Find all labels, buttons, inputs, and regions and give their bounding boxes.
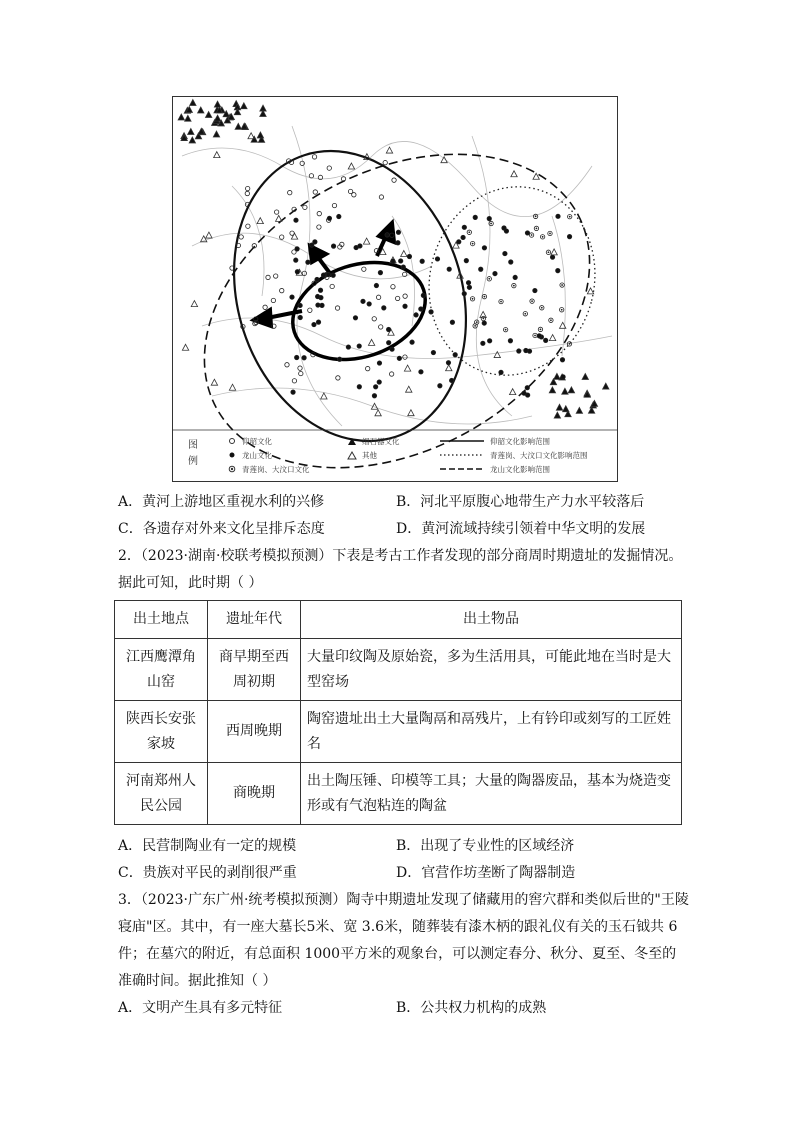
cell-artifacts: 出土陶压锤、印模等工具；大量的陶器废品，基本为烧造变形或有气泡粘连的陶盆 [301,763,682,825]
dawenkou-site-marker-center [561,309,563,311]
longshan-site-marker [361,299,365,303]
dawenkou-site-marker-center [524,313,526,315]
dawenkou-site-marker-center [476,321,478,323]
q1-option-c[interactable]: C．各遗存对外来文化呈排斥态度 [118,521,325,537]
longshan-site-marker [318,288,322,292]
longshan-site-marker [487,339,491,343]
cell-location: 陕西长安张家坡 [115,701,208,763]
longshan-site-marker [513,275,517,279]
longshan-site-marker [316,303,320,307]
longshan-site-marker [386,340,390,344]
legend-microlith: 细石器文化 [362,437,400,446]
longshan-site-marker [358,244,362,248]
longshan-site-marker [407,254,411,258]
longshan-site-marker [461,235,465,239]
longshan-site-marker [398,259,402,263]
longshan-site-marker [378,270,382,274]
longshan-site-marker [450,320,454,324]
longshan-site-marker [429,310,433,314]
longshan-site-marker [298,315,302,319]
longshan-site-marker [382,306,386,310]
longshan-site-marker [337,357,341,361]
longshan-site-marker [504,229,508,233]
longshan-site-marker [556,214,560,218]
dawenkou-site-marker-center [474,325,476,327]
q1-option-b[interactable]: B．河北平原腹心地带生产力水平较落后 [396,494,645,510]
longshan-site-marker [556,268,560,272]
q3-stem-line4: 准确时间。据此推知（ ） [118,973,277,989]
longshan-site-marker [373,385,377,389]
longshan-site-marker [419,370,423,374]
longshan-site-marker [466,281,470,285]
cell-period: 商晚期 [208,763,301,825]
q3-option-b[interactable]: B．公共权力机构的成熟 [396,1000,547,1016]
longshan-site-marker [353,316,357,320]
dawenkou-site-marker-center [569,343,571,345]
longshan-site-marker [306,260,310,264]
header-location: 出土地点 [115,601,208,639]
dawenkou-site-marker-center [513,285,515,287]
longshan-site-marker [315,277,319,281]
table-row [115,763,682,825]
legend-yangshao: 仰韶文化 [242,437,272,446]
dawenkou-site-marker-center [549,233,551,235]
longshan-site-marker [503,251,507,255]
dawenkou-site-marker-center [542,236,544,238]
longshan-site-marker [326,272,330,276]
longshan-site-marker [419,307,423,311]
cell-location: 江西鹰潭角山窑 [115,639,208,701]
dawenkou-site-marker-center [531,300,533,302]
archaeology-map [172,96,618,482]
dawenkou-site-marker-center [535,215,537,217]
legend-dawenkou: 青莲岗、大汶口文化 [242,465,310,474]
longshan-site-marker [462,291,466,295]
longshan-site-marker [517,349,521,353]
longshan-site-marker [386,327,390,331]
dawenkou-site-marker-center [488,278,490,280]
longshan-site-marker [543,338,547,342]
cell-artifacts: 大量印纹陶及原始瓷，多为生活用具，可能此地在当时是大型窑场 [301,639,682,701]
q2-stem-line2: 据此可知，此时期（ ） [118,575,263,591]
legend-longshan: 龙山文化 [242,451,272,460]
longshan-site-marker [291,390,295,394]
cell-period: 商早期至西周初期 [208,639,301,701]
q2-option-c[interactable]: C．贵族对平民的剥削很严重 [118,865,297,881]
longshan-site-marker [357,385,361,389]
longshan-site-marker [331,244,335,248]
table-row [115,639,682,701]
longshan-site-marker [467,285,471,289]
q2-option-a[interactable]: A．民营制陶业有一定的规模 [118,838,297,854]
excavation-table [114,600,682,825]
dawenkou-site-marker-center [531,234,533,236]
longshan-site-marker [453,353,457,357]
longshan-site-marker [295,247,299,251]
longshan-site-marker [327,216,331,220]
longshan-site-marker [435,257,439,261]
dawenkou-site-marker-center [550,319,552,321]
longshan-site-marker [377,380,381,384]
longshan-site-marker [377,361,381,365]
q1-option-a[interactable]: A．黄河上游地区重视水利的兴修 [118,494,325,510]
longshan-site-marker [374,283,378,287]
longshan-site-marker [391,259,395,263]
dawenkou-site-marker-center [490,223,492,225]
longshan-site-marker [294,218,298,222]
longshan-site-marker [302,356,306,360]
longshan-site-marker [337,214,341,218]
dawenkou-site-marker-center [500,301,502,303]
longshan-site-marker [421,293,425,297]
longshan-site-marker [522,391,526,395]
longshan-site-marker [315,294,319,298]
longshan-site-marker [473,215,477,219]
table-row [115,701,682,763]
longshan-site-marker [294,355,298,359]
q1-option-d[interactable]: D．黄河流域持续引领着中华文明的发展 [396,521,646,537]
longshan-site-marker [396,230,400,234]
legend-dawenkou-range: 青莲岗、大汶口文化影响范围 [490,451,588,460]
longshan-site-marker [367,302,371,306]
longshan-site-marker [481,341,485,345]
legend-yangshao-range: 仰韶文化影响范围 [490,437,550,446]
dawenkou-site-marker-center [472,298,474,300]
longshan-site-marker [567,234,571,238]
longshan-site-marker [560,358,564,362]
dawenkou-site-marker-center [536,227,538,229]
longshan-site-marker [290,295,294,299]
longshan-site-marker [509,260,513,264]
longshan-site-marker [298,303,302,307]
longshan-site-marker [403,304,407,308]
header-artifacts: 出土物品 [301,601,682,639]
legend-longshan-range: 龙山文化影响范围 [490,465,550,474]
dawenkou-site-marker-center [540,328,542,330]
longshan-site-marker [525,386,529,390]
q3-stem-line3: 件；在墓穴的附近，有总面积 1000平方米的观象台，可以测定春分、秋分、夏至、冬至的 [118,946,677,962]
longshan-site-marker [446,360,450,364]
longshan-site-marker [346,345,350,349]
longshan-site-marker [561,375,565,379]
longshan-site-marker [414,313,418,317]
longshan-site-marker [479,267,483,271]
longshan-site-marker [321,273,325,277]
cell-period: 西周晚期 [208,701,301,763]
longshan-site-marker [331,273,335,277]
longshan-site-marker [420,259,424,263]
dawenkou-site-marker-center [541,307,543,309]
longshan-site-marker [499,370,503,374]
longshan-site-marker [464,258,468,262]
longshan-site-marker [397,356,401,360]
dawenkou-site-marker-center [569,216,571,218]
longshan-site-marker [482,321,486,325]
longshan-site-marker [316,320,320,324]
q3-option-a[interactable]: A．文明产生具有多元特征 [118,1000,283,1016]
longshan-site-marker [310,243,314,247]
q2-option-b[interactable]: B．出现了专业性的区域经济 [396,838,575,854]
longshan-site-marker [372,394,376,398]
q3-stem-line1: 3．（2023·广东广州·统考模拟预测）陶寺中期遗址发现了储藏用的窖穴群和类似后世的"王陵 [118,892,689,908]
q3-stem-line2: 寝庙"区。其中，有一座大墓长5米、宽 3.6米，随葬装有漆木柄的跟礼仪有关的玉石钺共 6 [118,919,678,935]
longshan-site-marker [457,240,461,244]
longshan-site-marker [312,322,316,326]
header-period: 遗址年代 [208,601,301,639]
longshan-site-marker [401,265,405,269]
longshan-site-marker [385,233,389,237]
legend-title-2: 例 [188,456,198,467]
longshan-site-marker [525,231,529,235]
longshan-site-marker [462,225,466,229]
longshan-site-marker [295,270,299,274]
longshan-site-marker [524,348,528,352]
longshan-site-marker [493,271,497,275]
dawenkou-site-marker-center [534,335,536,337]
dawenkou-site-marker-center [472,243,474,245]
longshan-site-marker [550,255,554,259]
dawenkou-site-marker-center [548,251,550,253]
dawenkou-site-marker-center [561,284,563,286]
dawenkou-site-marker-center [505,329,507,331]
dawenkou-site-marker-center [482,318,484,320]
longshan-site-marker [410,340,414,344]
legend-other: 其他 [362,451,377,460]
longshan-site-marker [447,267,451,271]
longshan-site-marker [357,344,361,348]
longshan-site-marker [487,216,491,220]
q2-option-d[interactable]: D．官营作坊垄断了陶器制造 [396,865,576,881]
cell-location: 河南郑州人民公园 [115,763,208,825]
q2-stem-line1: 2．（2023·湖南·校联考模拟预测）下表是考古工作者发现的部分商周时期遗址的发掘情况。 [118,548,683,564]
dawenkou-site-marker-center [468,231,470,233]
longshan-site-marker [390,347,394,351]
cell-artifacts: 陶窑遗址出土大量陶鬲和鬲残片，上有钤印或刻写的工匠姓名 [301,701,682,763]
longshan-site-marker [438,384,442,388]
legend-title-1: 图 [188,440,198,451]
longshan-site-marker [396,241,400,245]
longshan-site-marker [294,258,298,262]
dawenkou-site-marker-center [484,296,486,298]
longshan-site-marker [449,378,453,382]
longshan-site-marker [537,334,541,338]
longshan-site-marker [508,339,512,343]
longshan-site-marker [482,246,486,250]
longshan-site-marker [533,288,537,292]
longshan-site-marker [431,350,435,354]
